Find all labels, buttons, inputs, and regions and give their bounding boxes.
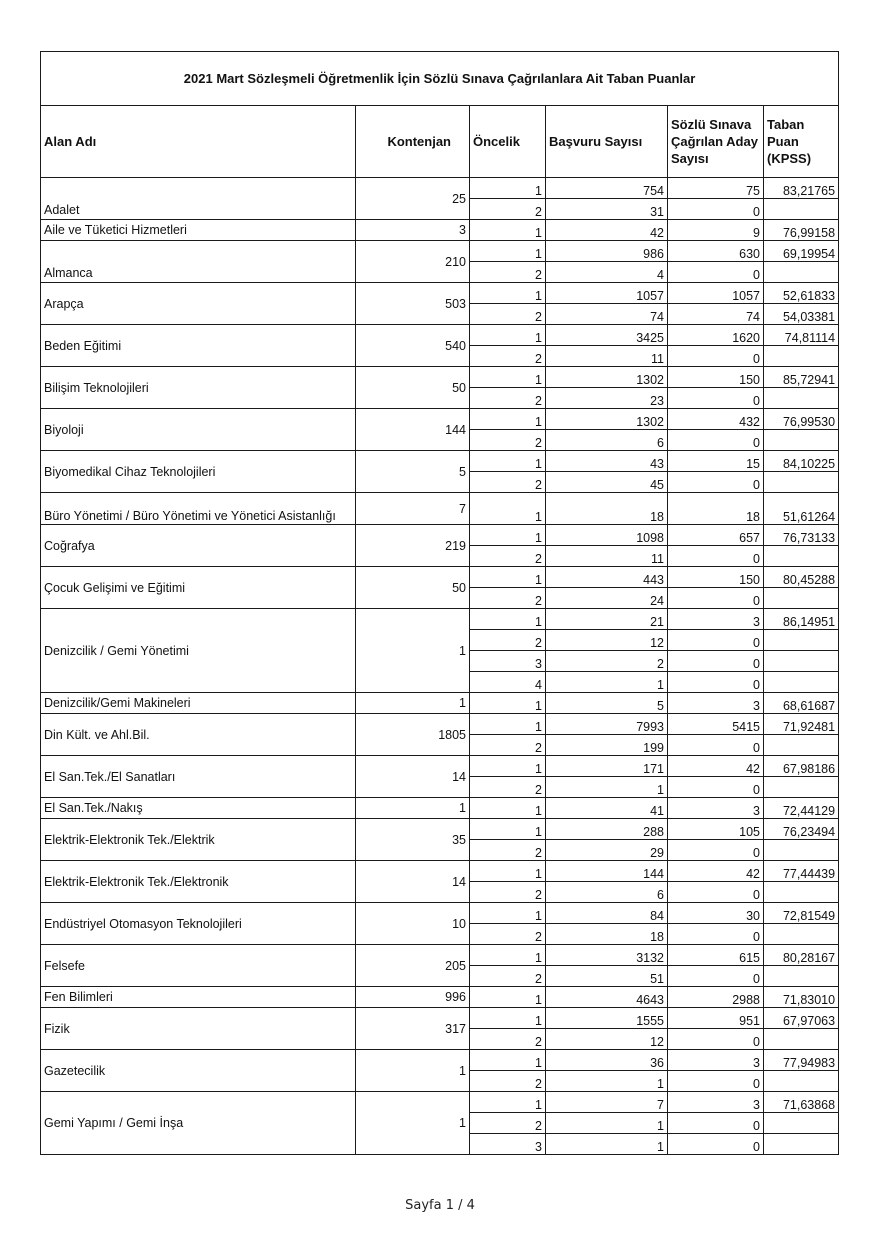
header-alan-adi: Alan Adı <box>41 106 356 178</box>
taban-cell: 68,61687 <box>764 693 839 714</box>
oncelik-cell: 2 <box>470 966 546 987</box>
kontenjan-cell: 10 <box>356 903 470 945</box>
oncelik-cell: 1 <box>470 756 546 777</box>
table-row <box>41 367 839 388</box>
kontenjan-cell: 50 <box>356 367 470 409</box>
alan-adi-cell: Fen Bilimleri <box>41 987 356 1008</box>
oncelik-cell: 1 <box>470 609 546 630</box>
kontenjan-cell: 996 <box>356 987 470 1008</box>
basvuru-cell: 11 <box>546 546 668 567</box>
basvuru-cell: 1555 <box>546 1008 668 1029</box>
taban-cell <box>764 672 839 693</box>
sozlu-cell: 74 <box>668 304 764 325</box>
oncelik-cell: 2 <box>470 840 546 861</box>
sozlu-cell: 0 <box>668 1029 764 1050</box>
sozlu-cell: 630 <box>668 241 764 262</box>
basvuru-cell: 24 <box>546 588 668 609</box>
sozlu-cell: 42 <box>668 756 764 777</box>
oncelik-cell: 2 <box>470 630 546 651</box>
alan-adi-cell: Felsefe <box>41 945 356 987</box>
basvuru-cell: 3132 <box>546 945 668 966</box>
kontenjan-cell: 1805 <box>356 714 470 756</box>
header-kontenjan: Kontenjan <box>356 106 470 178</box>
table-row <box>41 325 839 346</box>
taban-cell: 76,73133 <box>764 525 839 546</box>
kontenjan-cell: 144 <box>356 409 470 451</box>
taban-cell <box>764 346 839 367</box>
kontenjan-cell: 5 <box>356 451 470 493</box>
basvuru-cell: 51 <box>546 966 668 987</box>
table-row <box>41 945 839 966</box>
alan-adi-cell: Biyoloji <box>41 409 356 451</box>
alan-adi-cell: El San.Tek./El Sanatları <box>41 756 356 798</box>
basvuru-cell: 1 <box>546 1134 668 1155</box>
sozlu-cell: 0 <box>668 882 764 903</box>
taban-cell: 84,10225 <box>764 451 839 472</box>
alan-adi-cell: Denizcilik / Gemi Yönetimi <box>41 609 356 693</box>
oncelik-cell: 2 <box>470 1071 546 1092</box>
taban-cell <box>764 630 839 651</box>
alan-adi-cell: Fizik <box>41 1008 356 1050</box>
sozlu-cell: 0 <box>668 346 764 367</box>
basvuru-cell: 443 <box>546 567 668 588</box>
kontenjan-cell: 7 <box>356 493 470 525</box>
kontenjan-cell: 1 <box>356 798 470 819</box>
basvuru-cell: 2 <box>546 651 668 672</box>
sozlu-cell: 0 <box>668 735 764 756</box>
alan-adi-cell: Gazetecilik <box>41 1050 356 1092</box>
oncelik-cell: 2 <box>470 882 546 903</box>
taban-cell: 67,98186 <box>764 756 839 777</box>
kontenjan-cell: 1 <box>356 609 470 693</box>
taban-cell: 76,99530 <box>764 409 839 430</box>
basvuru-cell: 1 <box>546 672 668 693</box>
oncelik-cell: 2 <box>470 304 546 325</box>
oncelik-cell: 1 <box>470 693 546 714</box>
kontenjan-cell: 3 <box>356 220 470 241</box>
basvuru-cell: 1302 <box>546 367 668 388</box>
taban-cell: 86,14951 <box>764 609 839 630</box>
oncelik-cell: 1 <box>470 367 546 388</box>
table-row <box>41 987 839 1008</box>
taban-cell: 83,21765 <box>764 178 839 199</box>
taban-cell: 80,28167 <box>764 945 839 966</box>
taban-cell: 77,94983 <box>764 1050 839 1071</box>
kontenjan-cell: 210 <box>356 241 470 283</box>
taban-cell: 51,61264 <box>764 493 839 525</box>
sozlu-cell: 1620 <box>668 325 764 346</box>
alan-adi-cell: Bilişim Teknolojileri <box>41 367 356 409</box>
sozlu-cell: 0 <box>668 199 764 220</box>
taban-cell: 77,44439 <box>764 861 839 882</box>
alan-adi-cell: Arapça <box>41 283 356 325</box>
sozlu-cell: 3 <box>668 798 764 819</box>
basvuru-cell: 5 <box>546 693 668 714</box>
sozlu-cell: 5415 <box>668 714 764 735</box>
taban-cell: 71,63868 <box>764 1092 839 1113</box>
taban-cell: 76,99158 <box>764 220 839 241</box>
oncelik-cell: 2 <box>470 1113 546 1134</box>
base-scores-table <box>40 51 839 1155</box>
alan-adi-cell: Aile ve Tüketici Hizmetleri <box>41 220 356 241</box>
oncelik-cell: 1 <box>470 567 546 588</box>
basvuru-cell: 7993 <box>546 714 668 735</box>
table-row <box>41 819 839 840</box>
table-row <box>41 241 839 262</box>
taban-cell: 71,92481 <box>764 714 839 735</box>
sozlu-cell: 3 <box>668 693 764 714</box>
kontenjan-cell: 50 <box>356 567 470 609</box>
sozlu-cell: 0 <box>668 1113 764 1134</box>
kontenjan-cell: 503 <box>356 283 470 325</box>
kontenjan-cell: 219 <box>356 525 470 567</box>
taban-cell: 67,97063 <box>764 1008 839 1029</box>
basvuru-cell: 6 <box>546 882 668 903</box>
basvuru-cell: 1098 <box>546 525 668 546</box>
alan-adi-cell: El San.Tek./Nakış <box>41 798 356 819</box>
kontenjan-cell: 14 <box>356 861 470 903</box>
oncelik-cell: 1 <box>470 178 546 199</box>
alan-adi-cell: Beden Eğitimi <box>41 325 356 367</box>
sozlu-cell: 0 <box>668 1134 764 1155</box>
oncelik-cell: 1 <box>470 819 546 840</box>
oncelik-cell: 1 <box>470 987 546 1008</box>
sozlu-cell: 0 <box>668 924 764 945</box>
oncelik-cell: 2 <box>470 430 546 451</box>
basvuru-cell: 11 <box>546 346 668 367</box>
sozlu-cell: 3 <box>668 609 764 630</box>
taban-cell: 72,81549 <box>764 903 839 924</box>
sozlu-cell: 42 <box>668 861 764 882</box>
document-title: 2021 Mart Sözleşmeli Öğretmenlik İçin Sözlü Sınava Çağrılanlara Ait Taban Puanlar <box>41 52 839 106</box>
oncelik-cell: 1 <box>470 325 546 346</box>
oncelik-cell: 1 <box>470 283 546 304</box>
table-row <box>41 178 839 199</box>
basvuru-cell: 12 <box>546 1029 668 1050</box>
sozlu-cell: 0 <box>668 262 764 283</box>
oncelik-cell: 1 <box>470 409 546 430</box>
taban-cell <box>764 1134 839 1155</box>
sozlu-cell: 0 <box>668 840 764 861</box>
oncelik-cell: 2 <box>470 777 546 798</box>
sozlu-cell: 30 <box>668 903 764 924</box>
oncelik-cell: 1 <box>470 903 546 924</box>
sozlu-cell: 150 <box>668 367 764 388</box>
oncelik-cell: 2 <box>470 546 546 567</box>
basvuru-cell: 171 <box>546 756 668 777</box>
taban-cell <box>764 651 839 672</box>
basvuru-cell: 3425 <box>546 325 668 346</box>
basvuru-cell: 12 <box>546 630 668 651</box>
oncelik-cell: 2 <box>470 588 546 609</box>
oncelik-cell: 1 <box>470 220 546 241</box>
table-row <box>41 493 839 525</box>
basvuru-cell: 199 <box>546 735 668 756</box>
sozlu-cell: 2988 <box>668 987 764 1008</box>
basvuru-cell: 1 <box>546 777 668 798</box>
oncelik-cell: 1 <box>470 1050 546 1071</box>
sozlu-cell: 0 <box>668 546 764 567</box>
kontenjan-cell: 540 <box>356 325 470 367</box>
basvuru-cell: 288 <box>546 819 668 840</box>
taban-cell <box>764 588 839 609</box>
oncelik-cell: 2 <box>470 1029 546 1050</box>
alan-adi-cell: Gemi Yapımı / Gemi İnşa <box>41 1092 356 1155</box>
oncelik-cell: 2 <box>470 388 546 409</box>
taban-cell <box>764 199 839 220</box>
header-sozlu-cagrilan: Sözlü Sınava Çağrılan Aday Sayısı <box>668 106 764 178</box>
score-table-sheet <box>40 51 838 1155</box>
sozlu-cell: 18 <box>668 493 764 525</box>
table-row <box>41 525 839 546</box>
taban-cell <box>764 966 839 987</box>
basvuru-cell: 29 <box>546 840 668 861</box>
oncelik-cell: 2 <box>470 199 546 220</box>
taban-cell <box>764 777 839 798</box>
sozlu-cell: 951 <box>668 1008 764 1029</box>
sozlu-cell: 0 <box>668 966 764 987</box>
basvuru-cell: 21 <box>546 609 668 630</box>
page-number: Sayfa 1 / 4 <box>405 1198 475 1213</box>
header-taban-puan: Taban Puan (KPSS) <box>764 106 839 178</box>
alan-adi-cell: Büro Yönetimi / Büro Yönetimi ve Yönetici Asistanlığı <box>41 493 356 525</box>
table-row <box>41 693 839 714</box>
taban-cell <box>764 430 839 451</box>
table-row <box>41 283 839 304</box>
table-row <box>41 451 839 472</box>
oncelik-cell: 1 <box>470 525 546 546</box>
oncelik-cell: 1 <box>470 493 546 525</box>
alan-adi-cell: Adalet <box>41 178 356 220</box>
kontenjan-cell: 14 <box>356 756 470 798</box>
oncelik-cell: 1 <box>470 451 546 472</box>
oncelik-cell: 2 <box>470 735 546 756</box>
basvuru-cell: 6 <box>546 430 668 451</box>
taban-cell: 76,23494 <box>764 819 839 840</box>
basvuru-cell: 74 <box>546 304 668 325</box>
basvuru-cell: 41 <box>546 798 668 819</box>
alan-adi-cell: Biyomedikal Cihaz Teknolojileri <box>41 451 356 493</box>
taban-cell: 72,44129 <box>764 798 839 819</box>
taban-cell: 74,81114 <box>764 325 839 346</box>
sozlu-cell: 657 <box>668 525 764 546</box>
kontenjan-cell: 1 <box>356 693 470 714</box>
alan-adi-cell: Coğrafya <box>41 525 356 567</box>
table-body <box>41 178 839 1155</box>
oncelik-cell: 1 <box>470 798 546 819</box>
basvuru-cell: 1 <box>546 1071 668 1092</box>
basvuru-cell: 754 <box>546 178 668 199</box>
oncelik-cell: 2 <box>470 924 546 945</box>
header-basvuru-sayisi: Başvuru Sayısı <box>546 106 668 178</box>
taban-cell <box>764 388 839 409</box>
sozlu-cell: 75 <box>668 178 764 199</box>
alan-adi-cell: Endüstriyel Otomasyon Teknolojileri <box>41 903 356 945</box>
sozlu-cell: 150 <box>668 567 764 588</box>
kontenjan-cell: 205 <box>356 945 470 987</box>
table-row <box>41 220 839 241</box>
table-row <box>41 903 839 924</box>
table-row <box>41 1008 839 1029</box>
basvuru-cell: 23 <box>546 388 668 409</box>
sozlu-cell: 1057 <box>668 283 764 304</box>
sozlu-cell: 0 <box>668 588 764 609</box>
taban-cell <box>764 1113 839 1134</box>
basvuru-cell: 1302 <box>546 409 668 430</box>
table-row <box>41 1050 839 1071</box>
alan-adi-cell: Almanca <box>41 241 356 283</box>
oncelik-cell: 2 <box>470 346 546 367</box>
oncelik-cell: 1 <box>470 714 546 735</box>
sozlu-cell: 3 <box>668 1092 764 1113</box>
taban-cell: 85,72941 <box>764 367 839 388</box>
basvuru-cell: 144 <box>546 861 668 882</box>
taban-cell <box>764 262 839 283</box>
taban-cell: 80,45288 <box>764 567 839 588</box>
alan-adi-cell: Din Kült. ve Ahl.Bil. <box>41 714 356 756</box>
sozlu-cell: 0 <box>668 388 764 409</box>
oncelik-cell: 1 <box>470 1092 546 1113</box>
table-row <box>41 756 839 777</box>
basvuru-cell: 84 <box>546 903 668 924</box>
table-row <box>41 567 839 588</box>
alan-adi-cell: Çocuk Gelişimi ve Eğitimi <box>41 567 356 609</box>
basvuru-cell: 4643 <box>546 987 668 1008</box>
basvuru-cell: 1 <box>546 1113 668 1134</box>
basvuru-cell: 1057 <box>546 283 668 304</box>
basvuru-cell: 31 <box>546 199 668 220</box>
oncelik-cell: 1 <box>470 1008 546 1029</box>
table-row <box>41 409 839 430</box>
kontenjan-cell: 1 <box>356 1092 470 1155</box>
basvuru-cell: 4 <box>546 262 668 283</box>
table-row <box>41 1092 839 1113</box>
oncelik-cell: 3 <box>470 651 546 672</box>
basvuru-cell: 42 <box>546 220 668 241</box>
alan-adi-cell: Elektrik-Elektronik Tek./Elektrik <box>41 819 356 861</box>
table-row <box>41 861 839 882</box>
oncelik-cell: 1 <box>470 945 546 966</box>
sozlu-cell: 0 <box>668 430 764 451</box>
sozlu-cell: 3 <box>668 1050 764 1071</box>
taban-cell: 52,61833 <box>764 283 839 304</box>
oncelik-cell: 1 <box>470 861 546 882</box>
sozlu-cell: 105 <box>668 819 764 840</box>
taban-cell: 69,19954 <box>764 241 839 262</box>
taban-cell: 54,03381 <box>764 304 839 325</box>
alan-adi-cell: Elektrik-Elektronik Tek./Elektronik <box>41 861 356 903</box>
basvuru-cell: 7 <box>546 1092 668 1113</box>
sozlu-cell: 0 <box>668 472 764 493</box>
kontenjan-cell: 35 <box>356 819 470 861</box>
taban-cell: 71,83010 <box>764 987 839 1008</box>
table-row <box>41 798 839 819</box>
header-oncelik: Öncelik <box>470 106 546 178</box>
oncelik-cell: 2 <box>470 262 546 283</box>
sozlu-cell: 0 <box>668 651 764 672</box>
taban-cell <box>764 735 839 756</box>
kontenjan-cell: 317 <box>356 1008 470 1050</box>
basvuru-cell: 36 <box>546 1050 668 1071</box>
table-row <box>41 609 839 630</box>
basvuru-cell: 18 <box>546 493 668 525</box>
taban-cell <box>764 924 839 945</box>
taban-cell <box>764 1071 839 1092</box>
oncelik-cell: 2 <box>470 472 546 493</box>
basvuru-cell: 986 <box>546 241 668 262</box>
sozlu-cell: 0 <box>668 630 764 651</box>
taban-cell <box>764 840 839 861</box>
sozlu-cell: 0 <box>668 777 764 798</box>
taban-cell <box>764 472 839 493</box>
sozlu-cell: 432 <box>668 409 764 430</box>
taban-cell <box>764 882 839 903</box>
title-row <box>41 52 839 106</box>
sozlu-cell: 0 <box>668 1071 764 1092</box>
taban-cell <box>764 1029 839 1050</box>
basvuru-cell: 45 <box>546 472 668 493</box>
alan-adi-cell: Denizcilik/Gemi Makineleri <box>41 693 356 714</box>
oncelik-cell: 4 <box>470 672 546 693</box>
sozlu-cell: 0 <box>668 672 764 693</box>
kontenjan-cell: 25 <box>356 178 470 220</box>
oncelik-cell: 1 <box>470 241 546 262</box>
table-row <box>41 714 839 735</box>
header-row <box>41 106 839 178</box>
taban-cell <box>764 546 839 567</box>
oncelik-cell: 3 <box>470 1134 546 1155</box>
basvuru-cell: 18 <box>546 924 668 945</box>
kontenjan-cell: 1 <box>356 1050 470 1092</box>
basvuru-cell: 43 <box>546 451 668 472</box>
sozlu-cell: 15 <box>668 451 764 472</box>
sozlu-cell: 615 <box>668 945 764 966</box>
sozlu-cell: 9 <box>668 220 764 241</box>
